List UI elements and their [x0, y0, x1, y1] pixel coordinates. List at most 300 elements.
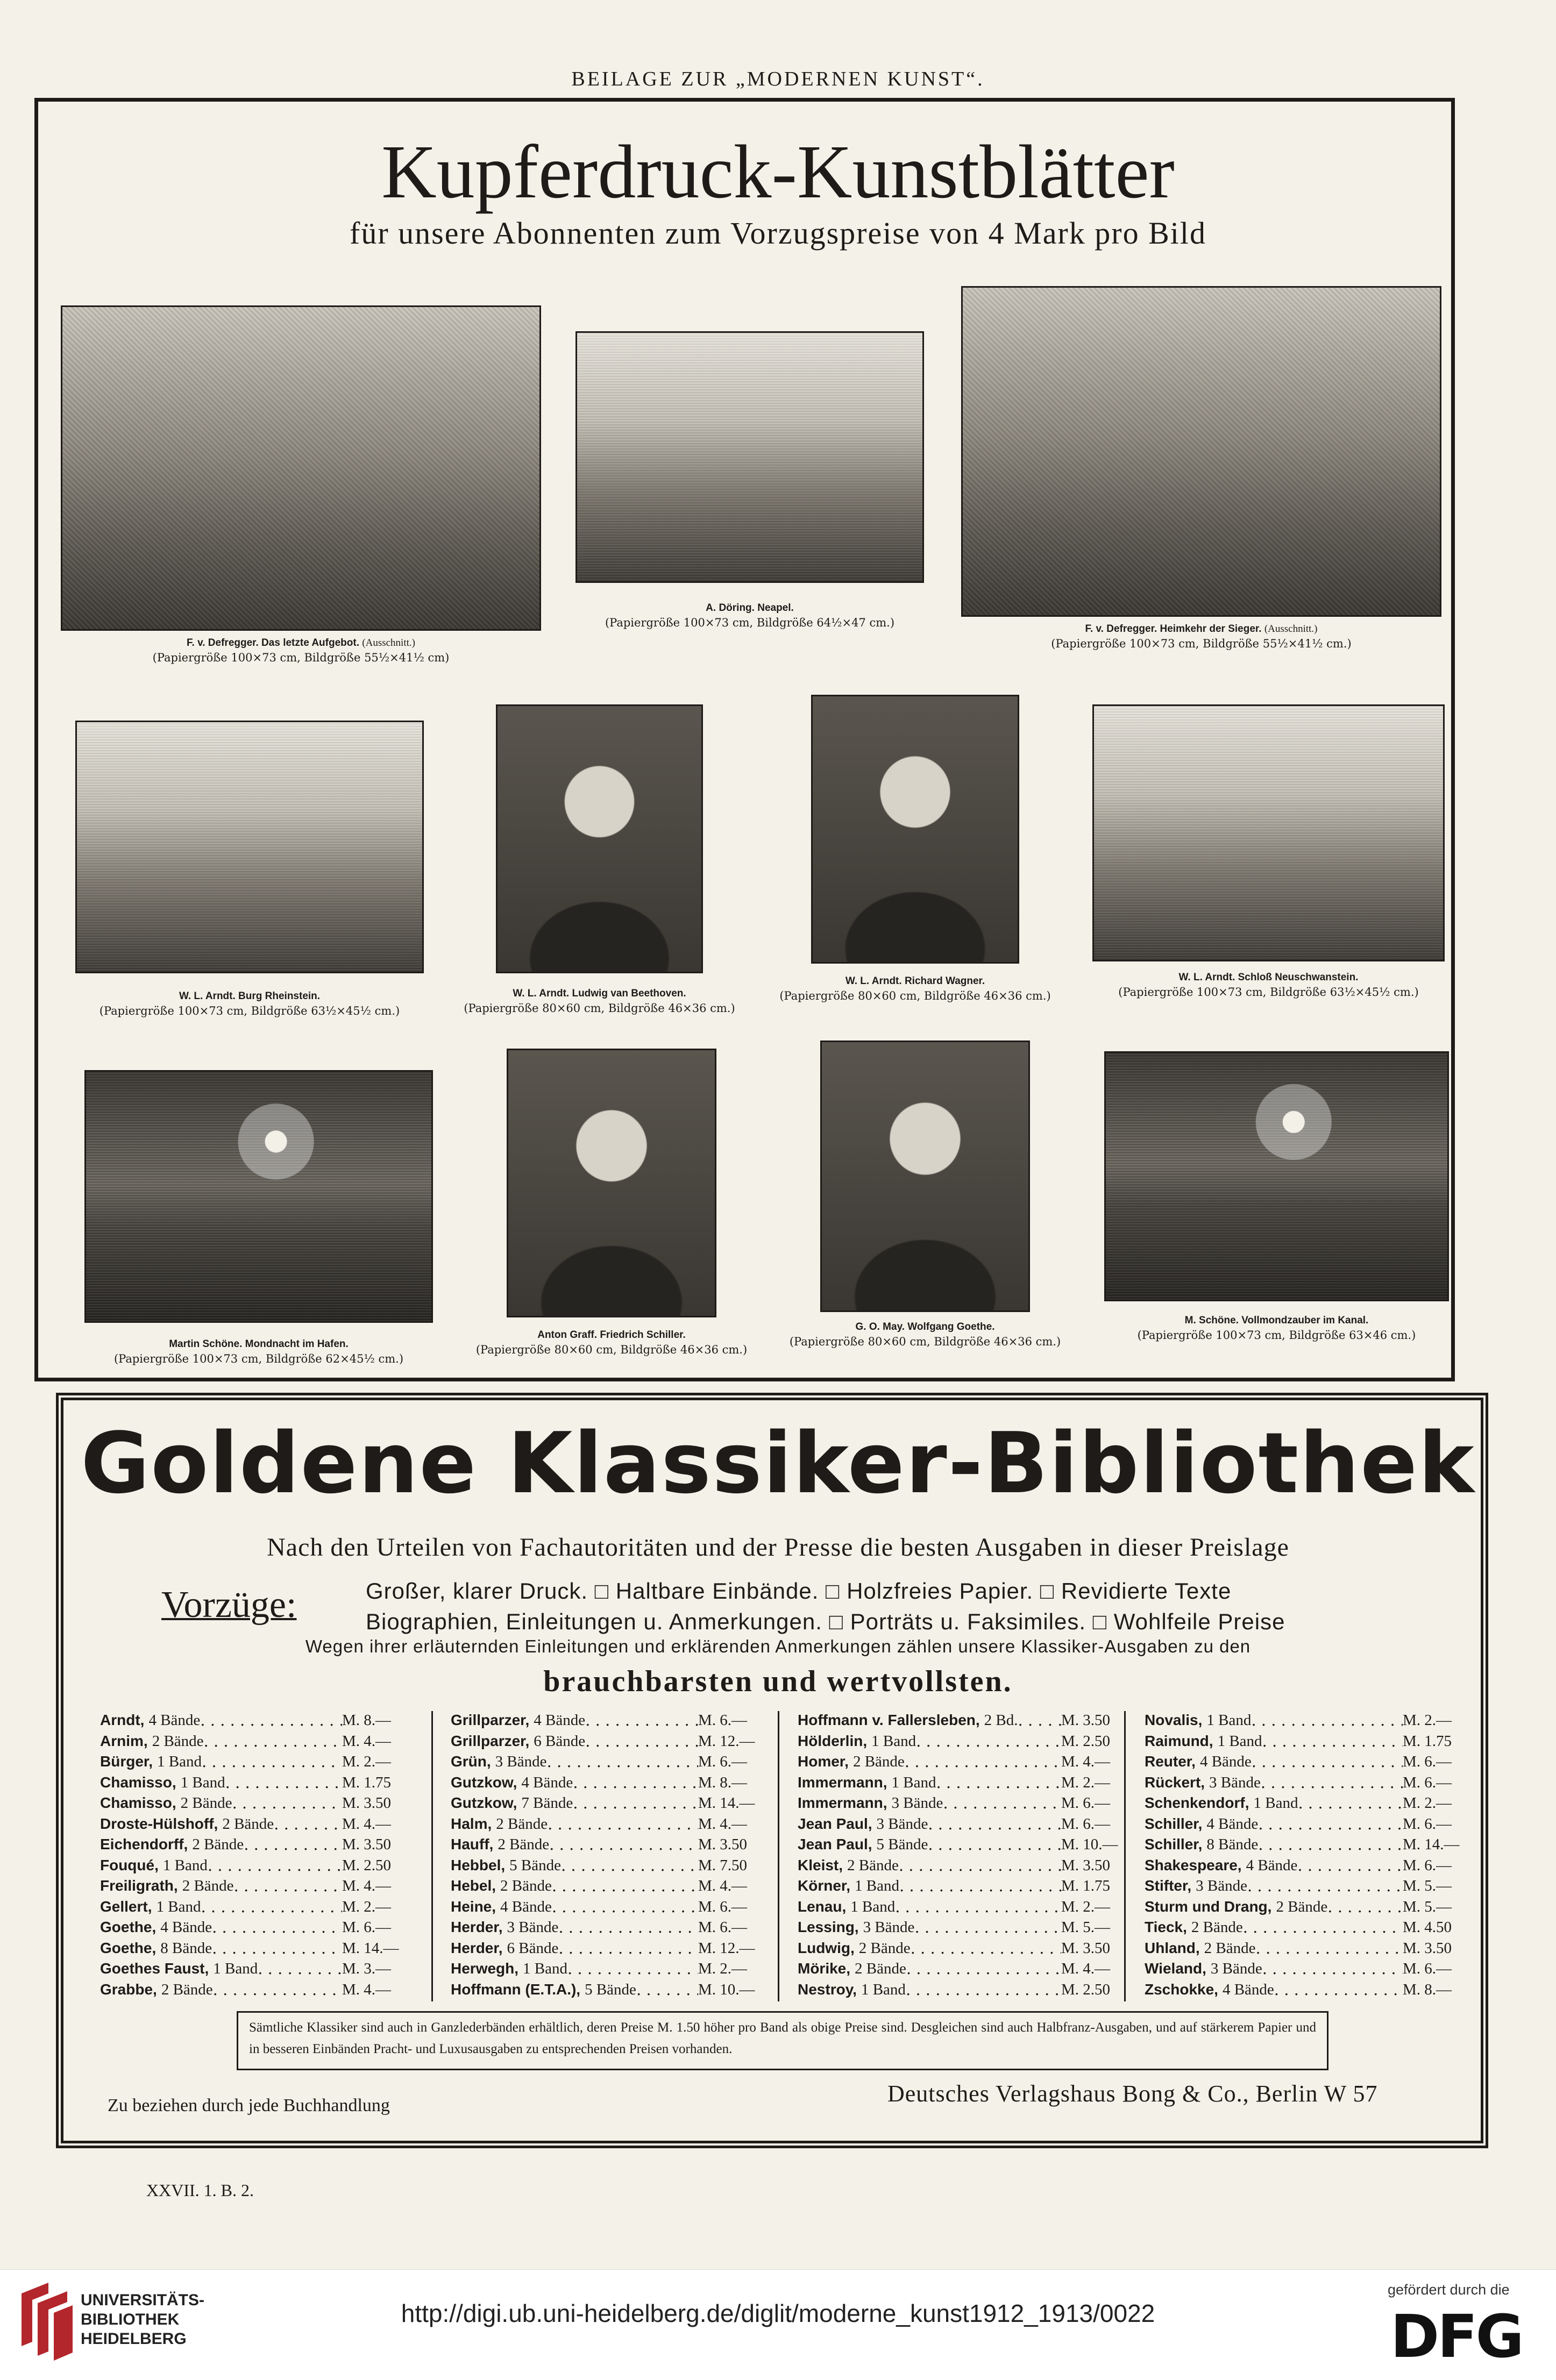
price: M. 4.—: [1061, 1960, 1111, 1977]
artwork-title: M. Schöne. Vollmondzauber im Kanal.: [1184, 1315, 1369, 1326]
artwork-image: [84, 1070, 433, 1323]
author-name: Grün,: [451, 1753, 491, 1770]
price-row: [798, 1958, 1120, 1979]
author-name: Jean Paul,: [798, 1815, 872, 1832]
leader-dots: [200, 1710, 342, 1731]
author-name: Jean Paul,: [798, 1836, 872, 1852]
artwork-burg-rheinstein: [75, 721, 424, 1017]
author-name: Homer,: [798, 1753, 849, 1770]
artwork-title: Martin Schöne. Mondnacht im Hafen.: [169, 1338, 349, 1350]
artwork-caption: [464, 987, 735, 1016]
volume-count: 3 Bände: [507, 1919, 559, 1936]
author-name: Chamisso,: [100, 1794, 176, 1811]
klassiker-column-4: [1145, 1710, 1462, 2000]
leader-dots: [1018, 1710, 1061, 1731]
artwork-vollmondzauber: [1104, 1051, 1449, 1342]
author-name: Halm,: [451, 1815, 492, 1832]
volume-count: 5 Bände: [509, 1856, 561, 1874]
price: M. 4.—: [698, 1877, 748, 1894]
artwork-sizes: (Papiergröße 100×73 cm, Bildgröße 64½×47 cm.): [605, 616, 895, 629]
price-row: [798, 1938, 1120, 1959]
price-row: [1145, 1917, 1462, 1938]
artwork-caption: [474, 1328, 749, 1357]
leader-dots: [1327, 1897, 1403, 1918]
author-name: Zschokke,: [1145, 1980, 1218, 1998]
price: M. 6.—: [698, 1898, 748, 1915]
price-row: [100, 1731, 401, 1752]
leader-dots: [573, 1793, 698, 1814]
klassiker-subtitle: Nach den Urteilen von Fachautoritäten und der Presse die besten Ausgaben in dieser Preislage: [267, 1533, 1289, 1562]
volume-count: 2 Bände: [847, 1856, 899, 1874]
leader-dots: [552, 1897, 698, 1918]
volume-count: 2 Bände: [1276, 1898, 1328, 1915]
artwork-sizes: (Papiergröße 80×60 cm, Bildgröße 46×36 cm.): [475, 1343, 748, 1356]
volume-count: 3 Bände: [876, 1815, 928, 1833]
leader-dots: [204, 1731, 342, 1752]
leader-dots: [943, 1793, 1061, 1814]
leader-dots: [202, 1751, 342, 1772]
leader-dots: [1261, 1772, 1403, 1793]
price: M. 6.—: [1403, 1960, 1452, 1977]
bezugs-hinweis: Zu beziehen durch jede Buchhandlung: [108, 2096, 390, 2115]
page-header: BEILAGE ZUR „MODERNEN KUNST“.: [571, 68, 985, 90]
author-name: Hebbel,: [451, 1856, 506, 1873]
author-name: Schiller,: [1145, 1815, 1203, 1832]
leader-dots: [212, 1938, 342, 1959]
leader-dots: [208, 1855, 342, 1876]
price: M. 3.50: [698, 1836, 748, 1853]
author-name: Stifter,: [1145, 1877, 1192, 1894]
leader-dots: [225, 1772, 342, 1793]
price: M. 2.50: [1061, 1732, 1111, 1750]
artwork-image: [61, 305, 541, 631]
price-row: [798, 1751, 1120, 1772]
price-row: [100, 1938, 401, 1959]
leader-dots: [1252, 1751, 1403, 1772]
volume-count: 1 Band: [1217, 1732, 1262, 1750]
leader-dots: [1243, 1917, 1403, 1938]
artwork-image: [75, 721, 424, 973]
kunstblaetter-title: Kupferdruck-Kunstblätter: [381, 129, 1175, 214]
volume-count: 8 Bände: [160, 1939, 212, 1957]
price-row: [100, 1897, 401, 1918]
volume-count: 3 Bände: [1210, 1960, 1262, 1977]
author-name: Chamisso,: [100, 1773, 176, 1791]
leader-dots: [585, 1710, 698, 1731]
artwork-title: F. v. Defregger. Heimkehr der Sieger. (Ausschnitt.): [1085, 623, 1318, 635]
klassiker-column-2: [451, 1710, 757, 2000]
price: M. 7.50: [698, 1856, 748, 1874]
price-row: [100, 1979, 401, 2000]
price-row: [100, 1751, 401, 1772]
price-row: [798, 1814, 1120, 1835]
price: M. 2.—: [1061, 1898, 1111, 1915]
library-line-1: UNIVERSITÄTS-: [81, 2291, 205, 2309]
volume-count: 2 Bände: [852, 1753, 905, 1770]
price-row: [798, 1897, 1120, 1918]
price-row: [451, 1834, 757, 1855]
price-row: [1145, 1751, 1462, 1772]
ganzleder-note: Sämtliche Klassiker sind auch in Ganzlederbänden erhältlich, deren Preise M. 1.50 höher pro Band als obige Preise sind. Desgleichen sind auch Halbfranz-Ausgaben, und auf stärkerem Papier und in besseren Einbänden Pracht- und Luxusausgaben zu entsprechenden Preisen vorhanden.: [237, 2011, 1328, 2070]
price-row: [798, 1793, 1120, 1814]
price-row: [451, 1917, 757, 1938]
author-name: Fouqué,: [100, 1856, 159, 1873]
artwork-sizes: (Papiergröße 100×73 cm, Bildgröße 55½×41½ cm): [152, 651, 450, 664]
volume-count: 2 Bände: [500, 1877, 552, 1894]
price: M. 4.—: [698, 1815, 748, 1833]
price-row: [451, 1751, 757, 1772]
leader-dots: [1298, 1793, 1403, 1814]
dfg-label: gefördert durch die: [1388, 2282, 1510, 2298]
author-name: Eichendorff,: [100, 1836, 188, 1852]
leader-dots: [1258, 1834, 1403, 1855]
author-name: Hölderlin,: [798, 1732, 868, 1749]
leader-dots: [895, 1897, 1061, 1918]
price: M. 1.75: [1403, 1732, 1452, 1750]
volume-count: 2 Bände: [180, 1794, 232, 1812]
leader-dots: [1262, 1958, 1403, 1979]
price: M. 3.—: [342, 1960, 392, 1977]
price: M. 6.—: [698, 1919, 748, 1936]
artwork-sizes: (Papiergröße 100×73 cm, Bildgröße 55½×41½ cm.): [1051, 637, 1352, 650]
price: M. 4.—: [342, 1877, 392, 1894]
artwork-sizes: (Papiergröße 100×73 cm, Bildgröße 63½×45½ cm.): [99, 1004, 400, 1017]
price: M. 3.50: [342, 1794, 392, 1812]
leader-dots: [936, 1772, 1061, 1793]
volume-count: 4 Bände: [521, 1773, 573, 1791]
price: M. 4.—: [1061, 1753, 1111, 1770]
leader-dots: [1247, 1876, 1403, 1897]
author-name: Wieland,: [1145, 1960, 1206, 1977]
volume-count: 2 Bände: [858, 1939, 911, 1957]
price: M. 5.—: [1403, 1898, 1452, 1915]
artwork-mondnacht-im-hafen: [84, 1070, 433, 1365]
price-row: [100, 1834, 401, 1855]
author-name: Hauff,: [451, 1836, 494, 1852]
volume-count: 4 Bände: [534, 1712, 586, 1729]
price: M. 2.50: [342, 1856, 392, 1874]
author-name: Lenau,: [798, 1898, 847, 1915]
author-name: Heine,: [451, 1898, 496, 1915]
leader-dots: [547, 1751, 698, 1772]
klassiker-column-1: [100, 1710, 401, 2000]
artwork-sizes: (Papiergröße 100×73 cm, Bildgröße 63½×45½ cm.): [1118, 985, 1419, 999]
price: M. 2.—: [342, 1753, 392, 1770]
leader-dots: [914, 1917, 1061, 1938]
price: M. 3.50: [1061, 1939, 1111, 1957]
price: M. 5.—: [1061, 1919, 1111, 1936]
author-name: Körner,: [798, 1877, 851, 1894]
price: M. 4.50: [1403, 1919, 1452, 1936]
leader-dots: [636, 1979, 698, 2000]
price: M. 8.—: [698, 1773, 748, 1791]
author-name: Mörike,: [798, 1960, 851, 1977]
vorzuege-line-1: Großer, klarer Druck. □ Haltbare Einbände. □ Holzfreies Papier. □ Revidierte Texte: [366, 1578, 1232, 1604]
price-row: [1145, 1814, 1462, 1835]
price: M. 10.—: [1061, 1836, 1118, 1853]
leader-dots: [244, 1834, 342, 1855]
price-row: [451, 1938, 757, 1959]
price: M. 6.—: [1403, 1815, 1452, 1833]
leader-dots: [899, 1855, 1061, 1876]
artwork-caption: [29, 636, 573, 665]
price-row: [1145, 1731, 1462, 1752]
author-name: Gutzkow,: [451, 1794, 517, 1811]
price-row: [451, 1979, 757, 2000]
price: M. 2.50: [1061, 1980, 1111, 1998]
price: M. 14.—: [342, 1939, 399, 1957]
author-name: Kleist,: [798, 1856, 843, 1873]
price: M. 6.—: [1061, 1815, 1111, 1833]
leader-dots: [234, 1876, 342, 1897]
artwork-caption: [1060, 971, 1477, 1000]
price: M. 8.—: [1403, 1980, 1452, 1998]
author-name: Hoffmann v. Fallersleben,: [798, 1712, 980, 1728]
author-name: Reuter,: [1145, 1753, 1196, 1770]
price: M. 6.—: [1403, 1753, 1452, 1770]
artwork-caption: [52, 1337, 465, 1366]
leader-dots: [1258, 1814, 1403, 1835]
volume-count: 1 Band: [157, 1753, 202, 1770]
price-row: [798, 1772, 1120, 1793]
digitization-url-link[interactable]: http://digi.ub.uni-heidelberg.de/diglit/moderne_kunst1912_1913/0022: [401, 2299, 1155, 2327]
artwork-image: [811, 695, 1019, 964]
price: M. 2.—: [342, 1898, 392, 1915]
price: M. 4.—: [342, 1732, 392, 1750]
artwork-title: W. L. Arndt. Schloß Neuschwanstein.: [1178, 972, 1359, 983]
page-code: XXVII. 1. B. 2.: [146, 2181, 254, 2200]
author-name: Immermann,: [798, 1794, 887, 1811]
author-name: Rückert,: [1145, 1773, 1205, 1791]
price: M. 5.—: [1403, 1877, 1452, 1894]
leader-dots: [567, 1958, 698, 1979]
author-name: Sturm und Drang,: [1145, 1898, 1272, 1915]
price: M. 14.—: [1403, 1836, 1460, 1853]
leader-dots: [232, 1793, 342, 1814]
library-line-3: HEIDELBERG: [81, 2330, 187, 2348]
price-row: [798, 1731, 1120, 1752]
volume-count: 2 Bd.: [984, 1712, 1018, 1729]
artwork-sizes: (Papiergröße 100×73 cm, Bildgröße 63×46 cm.): [1137, 1328, 1416, 1342]
leader-dots: [258, 1958, 342, 1979]
volume-count: 2 Bände: [498, 1836, 550, 1853]
volume-count: 5 Bände: [585, 1980, 636, 1998]
volume-count: 3 Bände: [1209, 1773, 1261, 1791]
volume-count: 1 Band: [855, 1877, 899, 1894]
volume-count: 2 Bände: [1204, 1939, 1256, 1957]
author-name: Schiller,: [1145, 1836, 1203, 1852]
price: M. 6.—: [1403, 1856, 1452, 1874]
price-row: [100, 1710, 401, 1731]
price-row: [451, 1772, 757, 1793]
leader-dots: [549, 1834, 698, 1855]
artwork-image: [961, 286, 1441, 617]
leader-dots: [905, 1751, 1061, 1772]
author-name: Hebel,: [451, 1877, 496, 1894]
leader-dots: [899, 1876, 1061, 1897]
leader-dots: [212, 1917, 342, 1938]
artwork-title: A. Döring. Neapel.: [706, 602, 794, 614]
artwork-beethoven: [464, 704, 735, 1015]
volume-count: 2 Bände: [1191, 1919, 1243, 1936]
volume-count: 3 Bände: [1196, 1877, 1247, 1894]
volume-count: 6 Bände: [507, 1939, 559, 1957]
price-row: [451, 1958, 757, 1979]
leader-dots: [585, 1731, 698, 1752]
volume-count: 4 Bände: [1199, 1753, 1252, 1770]
leader-dots: [558, 1917, 698, 1938]
volume-count: 1 Band: [156, 1898, 201, 1915]
price-row: [1145, 1979, 1462, 2000]
price-row: [100, 1876, 401, 1897]
leader-dots: [274, 1814, 342, 1835]
artwork-title: F. v. Defregger. Das letzte Aufgebot. (Ausschnitt.): [187, 637, 415, 649]
artwork-sizes: (Papiergröße 80×60 cm, Bildgröße 46×36 cm.): [779, 989, 1051, 1002]
author-name: Grillparzer,: [451, 1712, 530, 1728]
author-name: Immermann,: [798, 1773, 887, 1791]
price-row: [798, 1979, 1120, 2000]
author-name: Goethe,: [100, 1939, 157, 1956]
volume-count: 1 Band: [871, 1732, 916, 1750]
price: M. 6.—: [1061, 1794, 1111, 1812]
volume-count: 2 Bände: [855, 1960, 906, 1977]
price: M. 6.—: [342, 1919, 392, 1936]
price: M. 8.—: [342, 1712, 392, 1729]
price: M. 10.—: [698, 1980, 755, 1998]
leader-dots: [928, 1814, 1061, 1835]
artwork-image: [1092, 704, 1445, 961]
column-divider: [431, 1711, 433, 2001]
price: M. 3.50: [342, 1836, 392, 1853]
artwork-caption: [779, 974, 1051, 1003]
artwork-heimkehr-der-sieger: [961, 286, 1441, 650]
leader-dots: [906, 1979, 1061, 2000]
price: M. 3.50: [1061, 1856, 1111, 1874]
artwork-caption: [929, 622, 1474, 651]
leader-dots: [916, 1731, 1061, 1752]
volume-count: 4 Bände: [1206, 1815, 1259, 1833]
price-row: [451, 1855, 757, 1876]
artwork-letzte-aufgebot: [61, 305, 541, 664]
price: M. 2.—: [1403, 1794, 1452, 1812]
price-row: [451, 1710, 757, 1731]
price: M. 12.—: [698, 1939, 755, 1957]
price-row: [451, 1876, 757, 1897]
price-row: [798, 1855, 1120, 1876]
author-name: Tieck,: [1145, 1919, 1187, 1935]
artwork-title: W. L. Arndt. Ludwig van Beethoven.: [513, 988, 686, 999]
price-row: [451, 1731, 757, 1752]
artwork-title: Anton Graff. Friedrich Schiller.: [537, 1329, 686, 1341]
price: M. 2.—: [1403, 1712, 1452, 1729]
leader-dots: [911, 1938, 1061, 1959]
artwork-sizes: (Papiergröße 80×60 cm, Bildgröße 46×36 cm.): [464, 1001, 735, 1015]
artwork-neuschwanstein: [1092, 704, 1445, 999]
price-row: [100, 1958, 401, 1979]
author-name: Herwegh,: [451, 1960, 519, 1977]
author-name: Raimund,: [1145, 1732, 1213, 1749]
artwork-sizes: (Papiergröße 80×60 cm, Bildgröße 46×36 cm.): [789, 1335, 1061, 1348]
volume-count: 2 Bände: [161, 1980, 213, 1998]
author-name: Grabbe,: [100, 1980, 157, 1998]
artwork-neapel: [575, 331, 924, 629]
author-name: Schenkendorf,: [1145, 1794, 1249, 1811]
price: M. 6.—: [1403, 1773, 1452, 1791]
artwork-caption: [543, 601, 956, 630]
volume-count: 1 Band: [1206, 1712, 1252, 1729]
price: M. 6.—: [698, 1712, 748, 1729]
volume-count: 6 Bände: [534, 1732, 586, 1750]
price-row: [798, 1710, 1120, 1731]
price-row: [100, 1917, 401, 1938]
price: M. 14.—: [698, 1794, 755, 1812]
price: M. 4.—: [342, 1815, 392, 1833]
author-name: Uhland,: [1145, 1939, 1200, 1956]
price-row: [798, 1876, 1120, 1897]
volume-count: 4 Bände: [148, 1712, 201, 1729]
volume-count: 1 Band: [213, 1960, 258, 1977]
leader-dots: [928, 1834, 1061, 1855]
artwork-title: G. O. May. Wolfgang Goethe.: [855, 1321, 995, 1332]
author-name: Lessing,: [798, 1919, 859, 1935]
artwork-sizes: (Papiergröße 100×73 cm, Bildgröße 62×45½ cm.): [113, 1352, 404, 1365]
volume-count: 2 Bände: [222, 1815, 274, 1833]
artwork-title: W. L. Arndt. Richard Wagner.: [845, 975, 985, 987]
leader-dots: [1297, 1855, 1403, 1876]
artwork-caption: [43, 989, 456, 1018]
volume-count: 4 Bände: [1222, 1980, 1274, 1998]
price-row: [451, 1814, 757, 1835]
price-row: [1145, 1793, 1462, 1814]
leader-dots: [201, 1897, 342, 1918]
volume-count: 3 Bände: [891, 1794, 943, 1812]
price: M. 2.—: [1061, 1773, 1111, 1791]
price-row: [798, 1917, 1120, 1938]
artwork-goethe: [789, 1041, 1061, 1348]
price-row: [100, 1793, 401, 1814]
author-name: Herder,: [451, 1939, 503, 1956]
artwork-caption: [788, 1320, 1062, 1349]
volume-count: 1 Band: [1253, 1794, 1298, 1812]
author-name: Gellert,: [100, 1898, 152, 1915]
volume-count: 1 Band: [180, 1773, 225, 1791]
price-row: [451, 1793, 757, 1814]
artwork-image: [507, 1049, 716, 1317]
author-name: Grillparzer,: [451, 1732, 530, 1749]
column-divider: [778, 1711, 779, 2001]
author-name: Shakespeare,: [1145, 1856, 1242, 1873]
leader-dots: [558, 1938, 698, 1959]
volume-count: 3 Bände: [863, 1919, 915, 1936]
author-name: Goethe,: [100, 1919, 157, 1935]
leader-dots: [561, 1855, 698, 1876]
leader-dots: [1262, 1731, 1403, 1752]
library-line-2: BIBLIOTHEK: [81, 2311, 180, 2328]
author-name: Freiligrath,: [100, 1877, 178, 1894]
vorzuege-label: Vorzüge:: [161, 1584, 297, 1626]
volume-count: 4 Bände: [1246, 1856, 1298, 1874]
wegen-line: Wegen ihrer erläuternden Einleitungen und erklärenden Anmerkungen zählen unsere Klassiker-Ausgaben zu den: [305, 1636, 1251, 1656]
volume-count: 5 Bände: [876, 1836, 928, 1853]
artwork-caption: [1072, 1314, 1481, 1343]
kunstblaetter-subtitle: für unsere Abonnenten zum Vorzugspreise von 4 Mark pro Bild: [350, 216, 1206, 251]
price-row: [1145, 1855, 1462, 1876]
artwork-image: [1104, 1051, 1449, 1301]
artwork-image: [575, 331, 924, 583]
author-name: Hoffmann (E.T.A.),: [451, 1980, 581, 1998]
price-row: [1145, 1897, 1462, 1918]
price: M. 1.75: [342, 1773, 392, 1791]
